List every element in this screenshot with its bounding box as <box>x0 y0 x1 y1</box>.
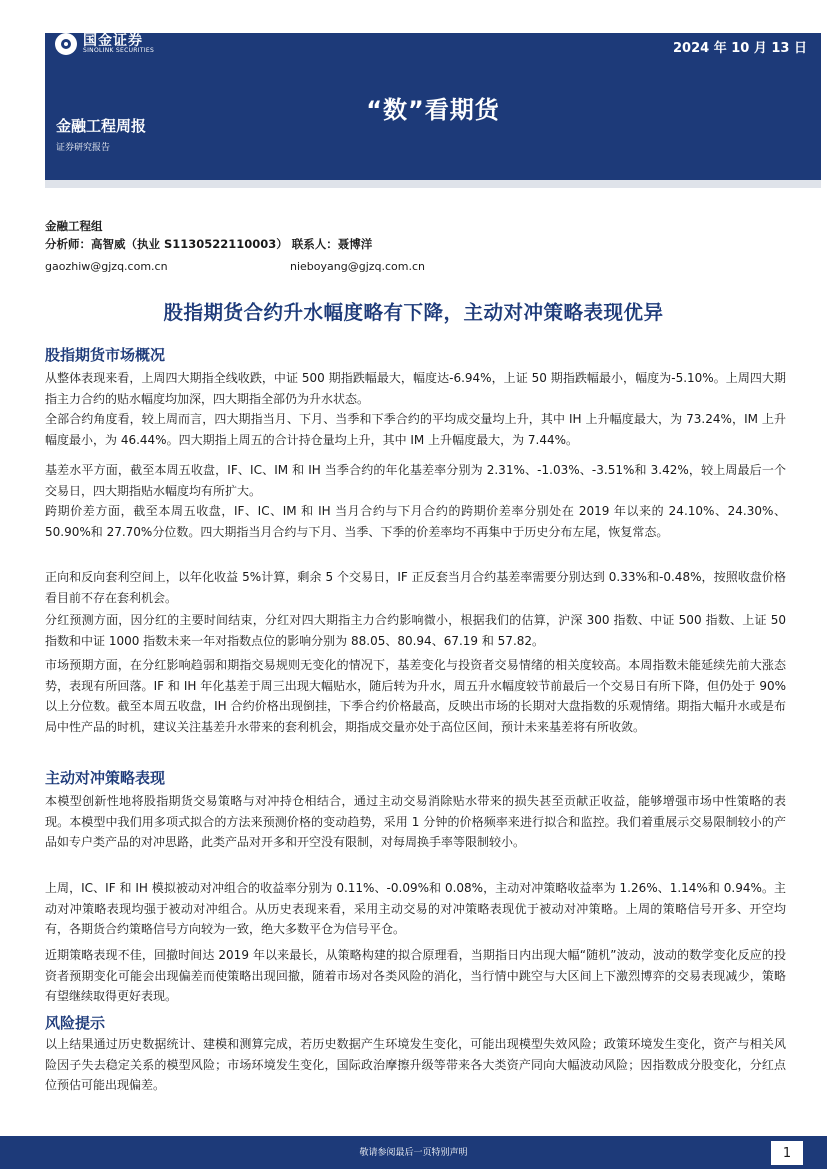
section-title-market-overview: 股指期货市场概况 <box>45 346 166 364</box>
report-subtype: 证券研究报告 <box>56 143 111 153</box>
paragraph: 以上结果通过历史数据统计、建模和测算完成，若历史数据产生环境发生变化，可能出现模型失效风险；政策环境发生变化，资产与相关风险因子失去稳定关系的模型风险；市场环境发生变化，国际政治摩擦升级等带来各大类资产同向大幅波动风险；因指数成分股变化，分红点位预估可能出现偏差。 <box>45 1037 786 1092</box>
report-date: 2024 年 10 月 13 日 <box>673 41 807 56</box>
paragraph: 正向和反向套利空间上，以年化收益 5%计算，剩余 5 个交易日，IF 正反套当月合约基差率需要分别达到 0.33%和-0.48%，按照收盘价格看目前不存在套利机会。 <box>45 570 786 605</box>
analyst-line: 分析师：高智威（执业 S1130522110003） 联系人：聂博洋 <box>45 237 373 251</box>
contact-email[interactable]: nieboyang@gjzq.com.cn <box>290 260 426 273</box>
paragraph: 跨期价差方面，截至本周五收盘，IF、IC、IM 和 IH 当月合约与下月合约的跨期价差率分别处在 2019 年以来的 24.10%、24.30%、50.90%和 27.70%分位数。四大期指当月合约与下月、当季、下季的价差率均不再集中于历史分布左尾，恢复常态。 <box>45 504 786 539</box>
footer-disclaimer-note: 敬请参阅最后一页特别声明 <box>359 1148 468 1158</box>
paragraph: 从整体表现来看，上周四大期指全线收跌，中证 500 期指跌幅最大，幅度达-6.94%，上证 50 期指跌幅最小，幅度为-5.10%。上周四大期指主力合约的贴水幅度均加深，四大期指全部仍为升水状态。 <box>45 371 786 406</box>
section-title-active-hedge: 主动对冲策略表现 <box>45 769 166 787</box>
brand-logo <box>55 33 154 55</box>
header-shadow <box>45 180 821 188</box>
main-title: 股指期货合约升水幅度略有下降，主动对冲策略表现优异 <box>163 301 664 324</box>
paragraph: 分红预测方面，因分红的主要时间结束，分红对四大期指主力合约影响微小，根据我们的估算，沪深 300 指数、中证 500 指数、上证 50 指数和中证 1000 指数未来一年对指数点位的影响分别为 88.05、80.94、67.19 和 57.82。 <box>45 613 786 648</box>
page-number: 1 <box>771 1141 803 1165</box>
logo-name-en: SINOLINK SECURITIES <box>83 47 155 55</box>
paragraph: 市场预期方面，在分红影响趋弱和期指交易规则无变化的情况下，基差变化与投资者交易情绪的相关度较高。本周指数未能延续先前大涨态势，表现有所回落。IF 和 IH 年化基差于周三出现大幅贴水，随后转为升水，周五升水幅度较节前最后一个交易日有所下降，但仍处于 90%以上分位数。截至本周五收盘，IH 合约价格出现倒挂，下季合约价格最高，反映出市场的长期对大盘指数的乐观情绪。期指大幅升水或是布局中性产品的时机，建议关注基差升水带来的套利机会，期指成交量亦处于高位区间，预计未来基差将有所收敛。 <box>45 658 786 734</box>
paragraph: 上周，IC、IF 和 IH 模拟被动对冲组合的收益率分别为 0.11%、-0.09%和 0.08%，主动对冲策略收益率为 1.26%、1.14%和 0.94%。主动对冲策略表现均强于被动对冲组合。从历史表现来看，采用主动交易的对冲策略表现优于被动对冲策略。上周的策略信号开多、开空均有，各期货合约策略信号方向较为一致，绝大多数平仓为信号平仓。 <box>45 881 786 936</box>
logo-mark-icon <box>55 33 77 55</box>
logo-name-cn: 国金证券 <box>83 32 143 49</box>
report-header <box>45 27 821 180</box>
report-type: 金融工程周报 <box>56 117 147 135</box>
header-top-strip <box>45 27 821 33</box>
paragraph: 基差水平方面，截至本周五收盘，IF、IC、IM 和 IH 当季合约的年化基差率分别为 2.31%、-1.03%、-3.51%和 3.42%，较上周最后一个交易日，四大期指贴水幅度均有所扩大。 <box>45 463 786 498</box>
page-footer <box>0 1136 827 1169</box>
section-title-risk: 风险提示 <box>45 1014 106 1032</box>
paragraph: 本模型创新性地将股指期货交易策略与对冲持仓相结合，通过主动交易消除贴水带来的损失甚至贡献正收益，能够增强市场中性策略的表现。本模型中我们用多项式拟合的方法来预测价格的变动趋势，采用 1 分钟的价格频率来进行拟合和监控。我们着重展示交易限制较小的产品如专户类产品的对冲思路，此类产品对开多和开空没有限制，对每周换手率等限制较小。 <box>45 794 786 849</box>
analyst-email[interactable]: gaozhiw@gjzq.com.cn <box>45 260 168 273</box>
paragraph: 全部合约角度看，较上周而言，四大期指当月、下月、当季和下季合约的平均成交量均上升，其中 IH 上升幅度最大，为 73.24%，IM 上升幅度最小，为 46.44%。四大期指上周五的合计持仓量均上升，其中 IM 上升幅度最大，为 7.44%。 <box>45 412 786 447</box>
report-series-title: “数”看期货 <box>366 96 500 124</box>
team-name: 金融工程组 <box>45 219 103 233</box>
paragraph: 近期策略表现不佳，回撤时间达 2019 年以来最长，从策略构建的拟合原理看，当期指日内出现大幅“随机”波动，波动的数学变化反应的投资者预期变化可能会出现偏差而使策略出现回撤，随着市场对各类风险的消化，当行情中跳空与大区间上下激烈博弈的交易表现减少，策略有望继续取得更好表现。 <box>45 948 786 1003</box>
